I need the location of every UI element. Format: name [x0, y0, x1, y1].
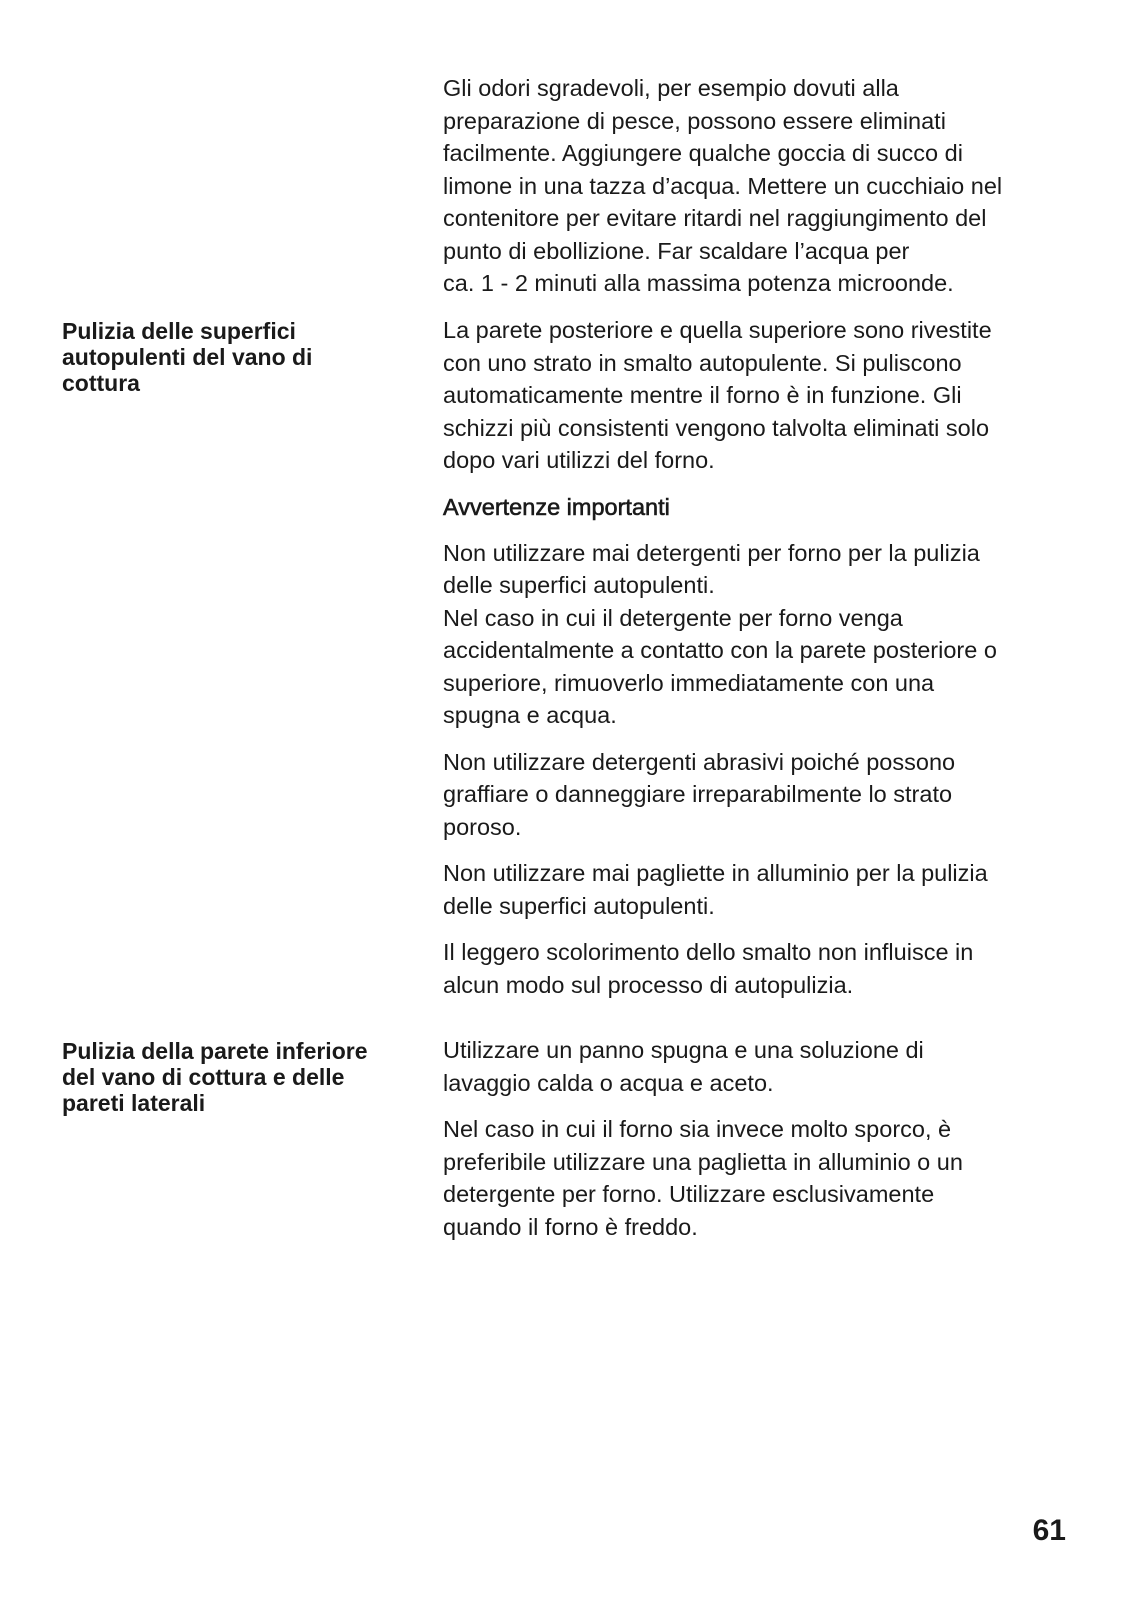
- intro-paragraph: Gli odori sgradevoli, per esempio dovuti alla preparazione di pesce, possono essere eliminati facilmente. Aggiungere qualche goccia di succo di limone in una tazza d’acqua. Mettere un cucchiaio nel contenitore per evitare ritardi nel raggiungimento del punto di ebollizione. Far scaldare l’acqua per ca. 1 - 2 minuti alla massima potenza microonde.: [443, 75, 1003, 296]
- section-heading-bottom-side-walls: Pulizia della parete inferiore del vano di cottura e delle pareti laterali: [62, 1038, 368, 1116]
- page-number: 61: [1032, 1514, 1066, 1547]
- cleaning-paragraph: Nel caso in cui il forno sia invece molto sporco, è preferibile utilizzare una paglietta in alluminio o un detergente per forno. Utilizzare esclusivamente quando il forno è freddo.: [443, 1116, 963, 1240]
- important-notes-heading: Avvertenze importanti: [443, 493, 670, 520]
- intro-block: [443, 72, 1083, 314]
- section-bottom-walls-body: [443, 1034, 1083, 1257]
- self-cleaning-paragraph: La parete posteriore e quella superiore sono rivestite con uno strato in smalto autopulente. Si puliscono automaticamente mentre il forno è in funzione. Gli schizzi più consistenti vengono talvolta eliminati solo dopo vari utilizzi del forno.: [443, 317, 992, 473]
- note-paragraph: Non utilizzare mai pagliette in alluminio per la pulizia delle superfici autopulenti.: [443, 860, 988, 919]
- note-paragraph: Non utilizzare mai detergenti per forno per la pulizia delle superfici autopulenti. Nel caso in cui il detergente per forno venga accidentalmente a contatto con la parete posteriore o superiore, rimuoverlo immediatamente con una spugna e acqua.: [443, 539, 997, 728]
- section-heading-self-cleaning: Pulizia delle superfici autopulenti del vano di cottura: [62, 318, 313, 396]
- cleaning-paragraph: Utilizzare un panno spugna e una soluzione di lavaggio calda o acqua e aceto.: [443, 1037, 924, 1096]
- note-paragraph: Non utilizzare detergenti abrasivi poiché possono graffiare o danneggiare irreparabilmente lo strato poroso.: [443, 748, 956, 840]
- note-paragraph: Il leggero scolorimento dello smalto non influisce in alcun modo sul processo di autopulizia.: [443, 939, 974, 998]
- section-self-cleaning-body: [443, 314, 1083, 1015]
